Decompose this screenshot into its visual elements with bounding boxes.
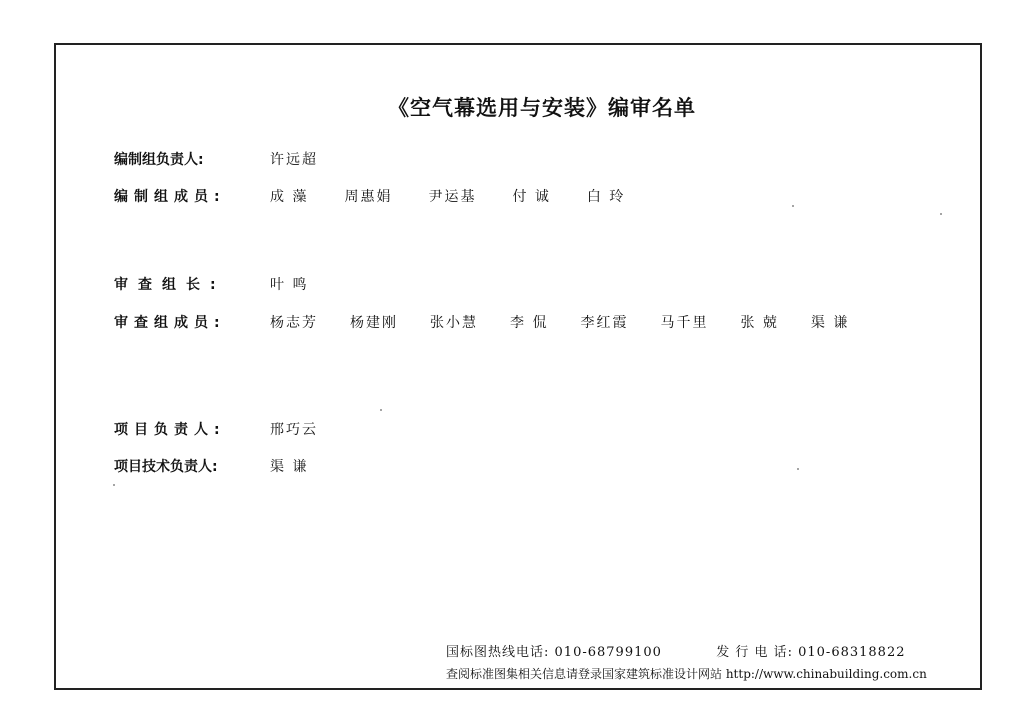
person-name: 李 侃 [510, 315, 549, 331]
review-lead-label: 审查组长: [114, 277, 226, 293]
page-title: 《空气幕选用与安装》编审名单 [388, 96, 696, 120]
person-name: 渠 谦 [810, 315, 850, 331]
person-name: 张小慧 [430, 315, 478, 331]
footer-phones [446, 641, 905, 660]
person-name: 李红霞 [580, 315, 629, 331]
person-name: 张 兢 [740, 315, 779, 331]
person-name: 成 藻 [270, 189, 309, 205]
project-tech-lead-row [114, 455, 342, 477]
compile-members-row [114, 185, 659, 207]
project-lead-label: 项目负责人: [114, 422, 226, 438]
scan-speck [792, 205, 794, 207]
compile-members-names [270, 186, 659, 206]
person-name: 白 玲 [586, 189, 626, 205]
review-members-label: 审查组成员: [114, 315, 226, 331]
person-name: 付 诚 [512, 189, 551, 205]
person-name: 许远超 [270, 152, 318, 168]
person-name: 尹运基 [428, 189, 477, 205]
review-lead-names [270, 274, 342, 294]
project-tech-lead-label: 项目技术负责人: [114, 459, 218, 475]
person-name: 马千里 [660, 315, 709, 331]
hotline-label: 国标图热线电话: [446, 645, 550, 660]
person-name: 邢巧云 [270, 422, 318, 438]
compile-lead-names [270, 149, 352, 169]
review-lead-row [114, 273, 342, 295]
project-tech-lead-names [270, 456, 342, 476]
compile-lead-row [114, 148, 352, 170]
scan-speck [797, 468, 799, 470]
person-name: 杨建刚 [350, 315, 398, 331]
person-name: 杨志芳 [270, 315, 318, 331]
hotline-number: 010-68799100 [554, 645, 662, 660]
compile-lead-label: 编制组负责人: [114, 152, 204, 168]
person-name: 渠 谦 [270, 459, 309, 475]
scan-speck [113, 484, 115, 486]
page-border [54, 43, 982, 690]
scan-speck [380, 409, 382, 411]
issue-phone-label: 发 行 电 话: [716, 645, 793, 660]
compile-members-label: 编制组成员: [114, 189, 226, 205]
review-members-names [270, 312, 849, 332]
footer-website: 查阅标准图集相关信息请登录国家建筑标准设计网站 http://www.chinabuilding.com.cn [446, 667, 927, 681]
person-name: 周惠娟 [344, 189, 393, 205]
review-members-row [114, 311, 849, 333]
issue-phone-number: 010-68318822 [798, 645, 906, 660]
person-name: 叶 鸣 [270, 277, 309, 293]
scan-speck [940, 213, 942, 215]
project-lead-names [270, 419, 352, 439]
project-lead-row [114, 418, 352, 440]
